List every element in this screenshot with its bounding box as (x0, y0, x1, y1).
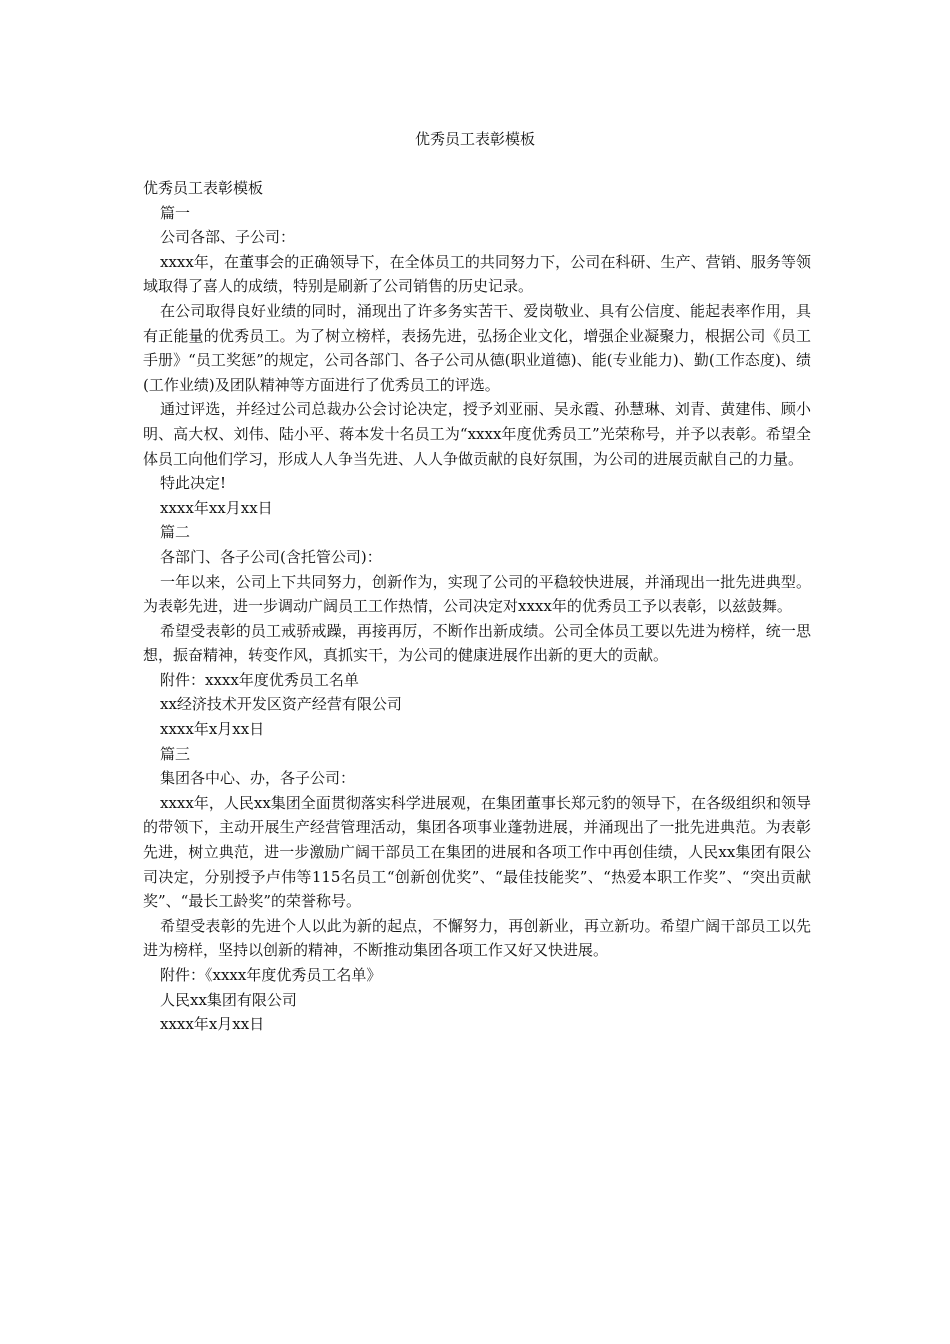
paragraph: 希望受表彰的员工戒骄戒躁，再接再厉，不断作出新成绩。公司全体员工要以先进为榜样，统一思想，振奋精神，转变作风，真抓实干，为公司的健康进展作出新的更大的贡献。 (143, 621, 811, 665)
paragraph: 一年以来，公司上下共同努力，创新作为，实现了公司的平稳较快进展，并涌现出一批先进典型。为表彰先进，进一步调动广阔员工工作热情，公司决定对xxxx年的优秀员工予以表彰，以兹鼓舞。 (143, 572, 811, 616)
paragraph: 在公司取得良好业绩的同时，涌现出了许多务实苦干、爱岗敬业、具有公信度、能起表率作用，具有正能量的优秀员工。为了树立榜样，表扬先进，弘扬企业文化，增强企业凝聚力，根据公司《员工手册》“员工奖惩”的规定，公司各部门、各子公司从德(职业道德)、能(专业能力)、勤(工作态度)、绩(工作业绩)及团队精神等方面进行了优秀员工的评选。 (143, 301, 811, 394)
paragraph: 篇三 (160, 744, 191, 763)
paragraph: 各部门、各子公司(含托管公司)： (160, 547, 382, 566)
paragraph: xxxx年x月xx日 (160, 1015, 265, 1034)
paragraph: xxxx年xx月xx日 (160, 498, 273, 517)
paragraph: 篇一 (160, 203, 191, 222)
paragraph: 篇二 (160, 523, 191, 542)
paragraph: xx经济技术开发区资产经营有限公司 (160, 695, 402, 714)
document-subtitle: 优秀员工表彰模板 (143, 179, 264, 197)
paragraph: 人民xx集团有限公司 (160, 990, 297, 1009)
paragraph: 附件：《xxxx年度优秀员工名单》 (160, 966, 382, 984)
paragraph: 附件：xxxx年度优秀员工名单 (160, 670, 359, 689)
paragraph: 希望受表彰的先进个人以此为新的起点，不懈努力，再创新业，再立新功。希望广阔干部员工以先进为榜样，坚持以创新的精神，不断推动集团各项工作又好又快进展。 (143, 916, 811, 960)
document-title: 优秀员工表彰模板 (414, 130, 535, 148)
document-body (143, 176, 811, 1037)
paragraph: xxxx年，人民xx集团全面贯彻落实科学进展观，在集团董事长郑元豹的领导下，在各级组织和领导的带领下，主动开展生产经营管理活动，集团各项事业蓬勃进展，并涌现出了一批先进典范。为表彰先进，树立典范，进一步激励广阔干部员工在集团的进展和各项工作中再创佳绩，人民xx集团有限公司决定，分别授予卢伟等115名员工“创新创优奖”、“最佳技能奖”、“热爱本职工作奖”、“突出贡献奖”、“最长工龄奖”的荣誉称号。 (143, 793, 811, 911)
paragraph: 公司各部、子公司： (160, 228, 296, 247)
paragraph: xxxx年，在董事会的正确领导下，在全体员工的共同努力下，公司在科研、生产、营销、服务等领域取得了喜人的成绩，特别是刷新了公司销售的历史记录。 (143, 252, 811, 296)
paragraph: 通过评选，并经过公司总裁办公会讨论决定，授予刘亚丽、吴永霞、孙慧琳、刘青、黄建伟、顾小明、高大权、刘伟、陆小平、蒋本发十名员工为“xxxx年度优秀员工”光荣称号，并予以表彰。希望全体员工向他们学习，形成人人争当先进、人人争做贡献的良好氛围，为公司的进展贡献自己的力量。 (143, 400, 811, 468)
paragraph: 集团各中心、办，各子公司： (160, 769, 356, 788)
paragraph: xxxx年x月xx日 (160, 720, 265, 739)
paragraph: 特此决定! (160, 474, 227, 493)
